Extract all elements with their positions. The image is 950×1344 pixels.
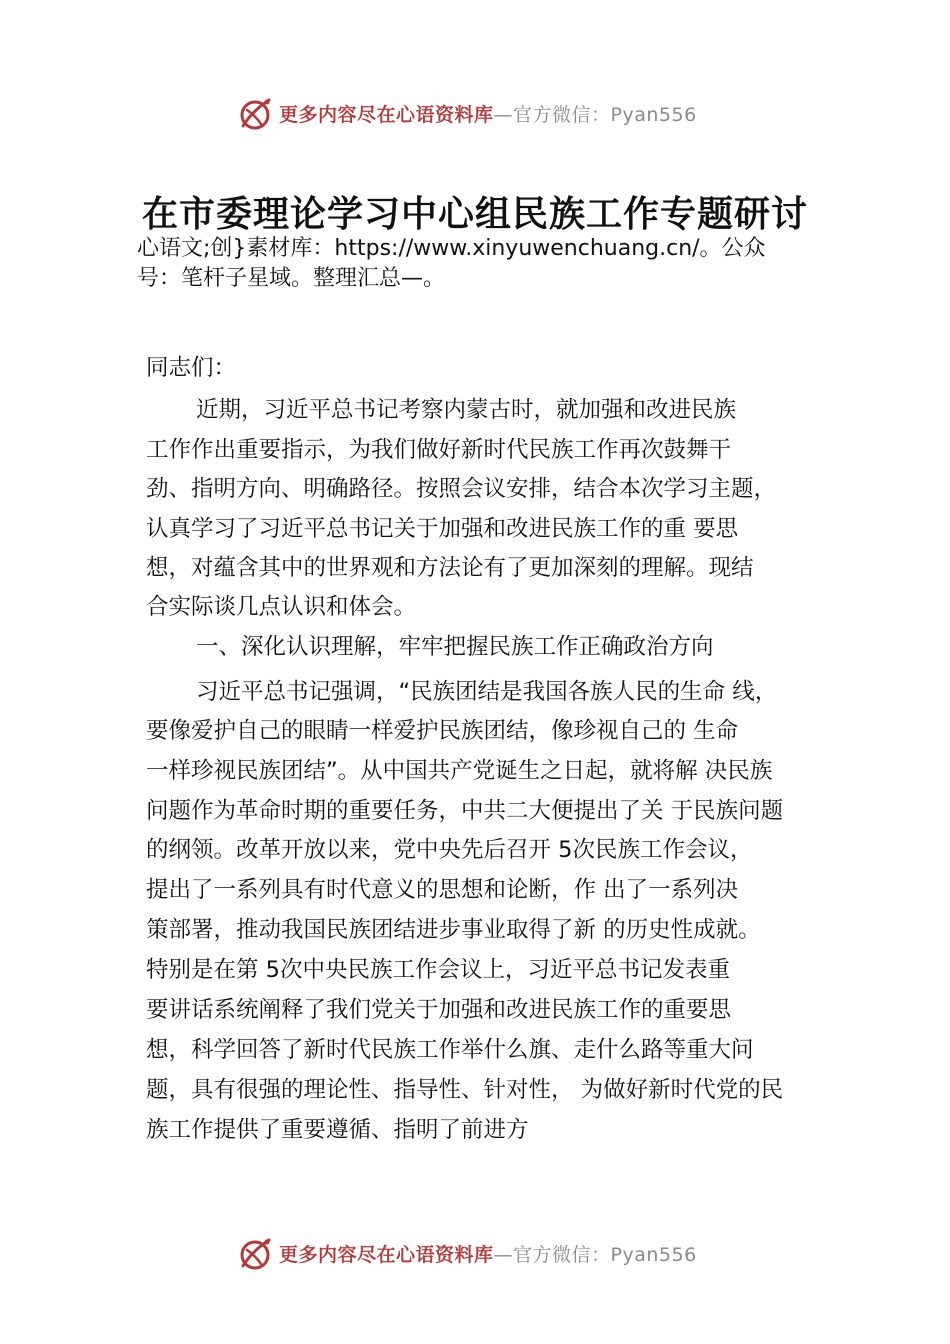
source-note (137, 234, 837, 294)
body-line: 要讲话系统阐释了我们党关于加强和改进民族工作的重要思 (146, 997, 732, 1023)
watermark-brand-text: 更多内容尽在心语资料库 (279, 104, 494, 126)
watermark-wechat-label: 官方微信： (513, 104, 611, 126)
body-line: 合实际谈几点认识和体会。 (146, 594, 417, 620)
body-line: 劲、指明方向、明确路径。按照会议安排，结合本次学习主题， (146, 476, 777, 502)
body-line: 一样珍视民族团结”。从中国共产党诞生之日起，就将解 决民族 (146, 758, 773, 784)
watermark-wechat-label: 官方微信： (513, 1244, 611, 1266)
body-line: 提出了一系列具有时代意义的思想和论断，作 出了一系列决 (146, 877, 739, 903)
calligraphy-brush-icon (237, 1236, 273, 1272)
body-line: 族工作提供了重要遵循、指明了前进方 (146, 1117, 529, 1143)
body-line: 习近平总书记强调，“民族团结是我国各族人民的生命 线， (196, 679, 778, 705)
body-line-salutation: 同志们： (146, 355, 237, 381)
document-title: 在市委理论学习中心组民族工作专题研讨 (141, 193, 808, 235)
source-line: 心语文;创}素材库：https://www.xinyuwenchuang.cn/。公众 (137, 236, 766, 261)
body-line: 的纲领。改革开放以来，党中央先后召开 5次民族工作会议， (146, 837, 753, 863)
body-line: 题，具有很强的理论性、指导性、针对性， 为做好新时代党的民 (146, 1077, 784, 1103)
body-line: 问题作为革命时期的重要任务，中共二大便提出了关 于民族问题 (146, 798, 784, 824)
body-line: 近期，习近平总书记考察内蒙古时，就加强和改进民族 (196, 397, 737, 423)
watermark-brand-text: 更多内容尽在心语资料库 (279, 1244, 494, 1266)
body-line: 想，对蕴含其中的世界观和方法论有了更加深刻的理解。现结 (146, 555, 754, 581)
watermark-separator: — (493, 1244, 514, 1266)
body-line: 工作作出重要指示，为我们做好新时代民族工作再次鼓舞干 (146, 437, 732, 463)
watermark-wechat-id: Pyan556 (610, 1244, 697, 1266)
section-heading: 一、深化认识理解，牢牢把握民族工作正确政治方向 (196, 634, 714, 660)
body-line: 特别是在第 5次中央民族工作会议上，习近平总书记发表重 (146, 957, 730, 983)
source-line: 号：笔杆子星域。整理汇总—。 (137, 266, 446, 291)
footer-watermark (0, 1234, 950, 1274)
body-line: 想，科学回答了新时代民族工作举什么旗、走什么路等重大问 (146, 1037, 754, 1063)
watermark-wechat-id: Pyan556 (610, 104, 697, 126)
body-line: 要像爱护自己的眼睛一样爱护民族团结，像珍视自己的 生命 (146, 718, 739, 744)
header-watermark (0, 94, 950, 134)
body-line: 认真学习了习近平总书记关于加强和改进民族工作的重 要思 (146, 516, 739, 542)
calligraphy-brush-icon (237, 96, 273, 132)
watermark-text (279, 1240, 697, 1267)
watermark-separator: — (493, 104, 514, 126)
watermark-text (279, 100, 697, 127)
body-line: 策部署，推动我国民族团结进步事业取得了新 的历史性成就。 (146, 917, 761, 943)
